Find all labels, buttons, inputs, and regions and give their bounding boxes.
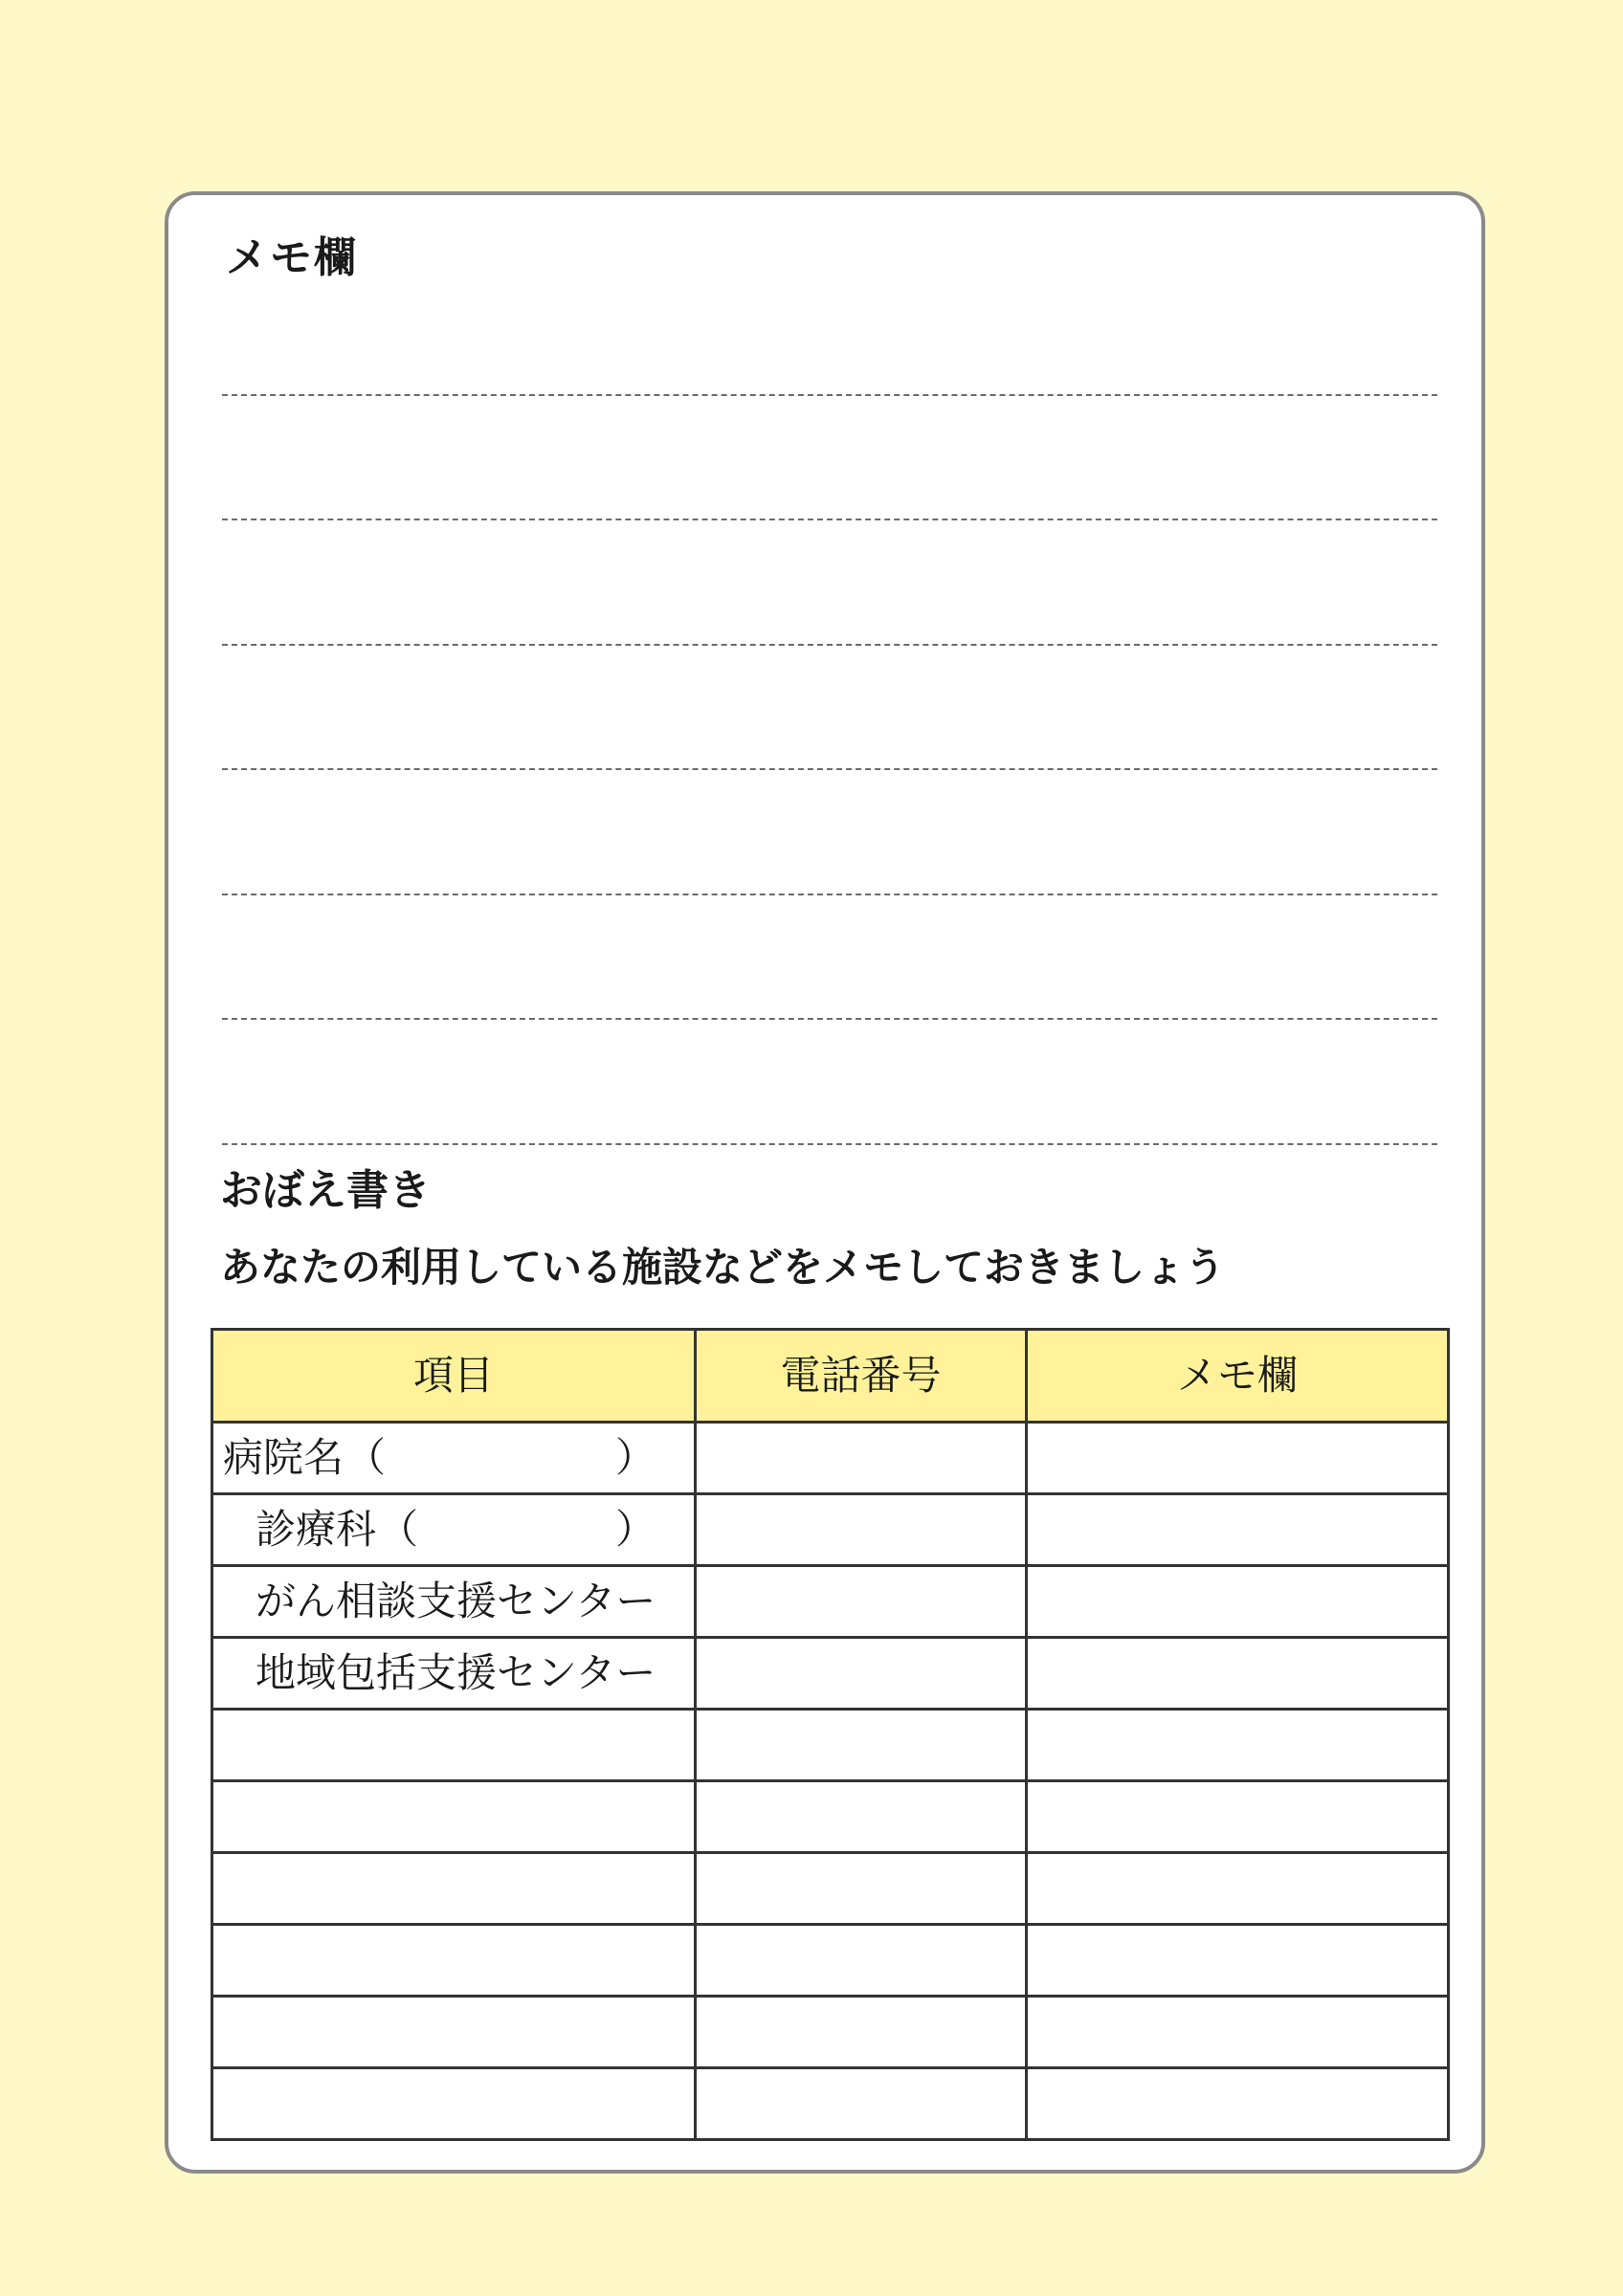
memo-cell[interactable]: [1027, 2068, 1449, 2140]
item-label: 病院名: [223, 1433, 345, 1481]
phone-cell[interactable]: [696, 1494, 1027, 1566]
table-row: [212, 1423, 1449, 1494]
item-cell-empty[interactable]: [212, 1710, 696, 1781]
facility-table: [211, 1328, 1450, 2141]
memo-cell[interactable]: [1027, 1638, 1449, 1710]
memo-cell[interactable]: [1027, 1423, 1449, 1494]
table-row: [212, 1638, 1449, 1710]
memo-line[interactable]: [222, 894, 1437, 895]
paren-close: ）: [614, 1505, 656, 1553]
table-row: [212, 1853, 1449, 1925]
phone-cell[interactable]: [696, 2068, 1027, 2140]
oboegaki-title: おぼえ書き: [220, 1166, 431, 1215]
table-header-row: [212, 1330, 1449, 1423]
phone-cell[interactable]: [696, 1710, 1027, 1781]
header-memo: メモ欄: [1027, 1330, 1449, 1423]
memo-cell[interactable]: [1027, 1781, 1449, 1853]
phone-cell[interactable]: [696, 1925, 1027, 1997]
memo-line[interactable]: [222, 394, 1437, 396]
memo-cell[interactable]: [1027, 1566, 1449, 1638]
memo-cell[interactable]: [1027, 1710, 1449, 1781]
memo-line[interactable]: [222, 768, 1437, 770]
item-cell-department[interactable]: [212, 1494, 696, 1566]
table-row: [212, 1566, 1449, 1638]
table-row: [212, 1781, 1449, 1853]
item-cell-cancer-support-center[interactable]: [212, 1566, 696, 1638]
item-cell-community-support-center[interactable]: [212, 1638, 696, 1710]
phone-cell[interactable]: [696, 1566, 1027, 1638]
phone-cell[interactable]: [696, 1638, 1027, 1710]
phone-cell[interactable]: [696, 1423, 1027, 1494]
memo-card: [165, 191, 1485, 2174]
memo-line[interactable]: [222, 1143, 1437, 1145]
item-cell-empty[interactable]: [212, 1925, 696, 1997]
memo-cell[interactable]: [1027, 1925, 1449, 1997]
oboegaki-subtitle: あなたの利用している施設などをメモしておきましょう: [220, 1244, 1226, 1291]
table-row: [212, 1710, 1449, 1781]
memo-line[interactable]: [222, 644, 1437, 646]
item-cell-hospital-name[interactable]: [212, 1423, 696, 1494]
paren-close: ）: [614, 1433, 656, 1481]
memo-line[interactable]: [222, 519, 1437, 520]
memo-writing-lines: [222, 195, 1437, 1152]
phone-cell[interactable]: [696, 1997, 1027, 2068]
item-cell-empty[interactable]: [212, 1853, 696, 1925]
phone-cell[interactable]: [696, 1853, 1027, 1925]
item-label: 診療科: [256, 1505, 377, 1553]
table-row: [212, 1997, 1449, 2068]
phone-cell[interactable]: [696, 1781, 1027, 1853]
table-row: [212, 1925, 1449, 1997]
item-cell-empty[interactable]: [212, 1781, 696, 1853]
header-phone: 電話番号: [696, 1330, 1027, 1423]
memo-cell[interactable]: [1027, 1853, 1449, 1925]
memo-section-title: メモ欄: [226, 233, 358, 282]
memo-cell[interactable]: [1027, 1494, 1449, 1566]
paren-open: （: [345, 1433, 387, 1481]
item-label: 地域包括支援センター: [256, 1648, 656, 1696]
memo-cell[interactable]: [1027, 1997, 1449, 2068]
memo-line[interactable]: [222, 1018, 1437, 1020]
item-cell-empty[interactable]: [212, 1997, 696, 2068]
header-item: 項目: [212, 1330, 696, 1423]
table-row: [212, 1494, 1449, 1566]
item-label: がん相談支援センター: [256, 1577, 656, 1624]
item-cell-empty[interactable]: [212, 2068, 696, 2140]
table-row: [212, 2068, 1449, 2140]
paren-open: （: [378, 1505, 419, 1553]
